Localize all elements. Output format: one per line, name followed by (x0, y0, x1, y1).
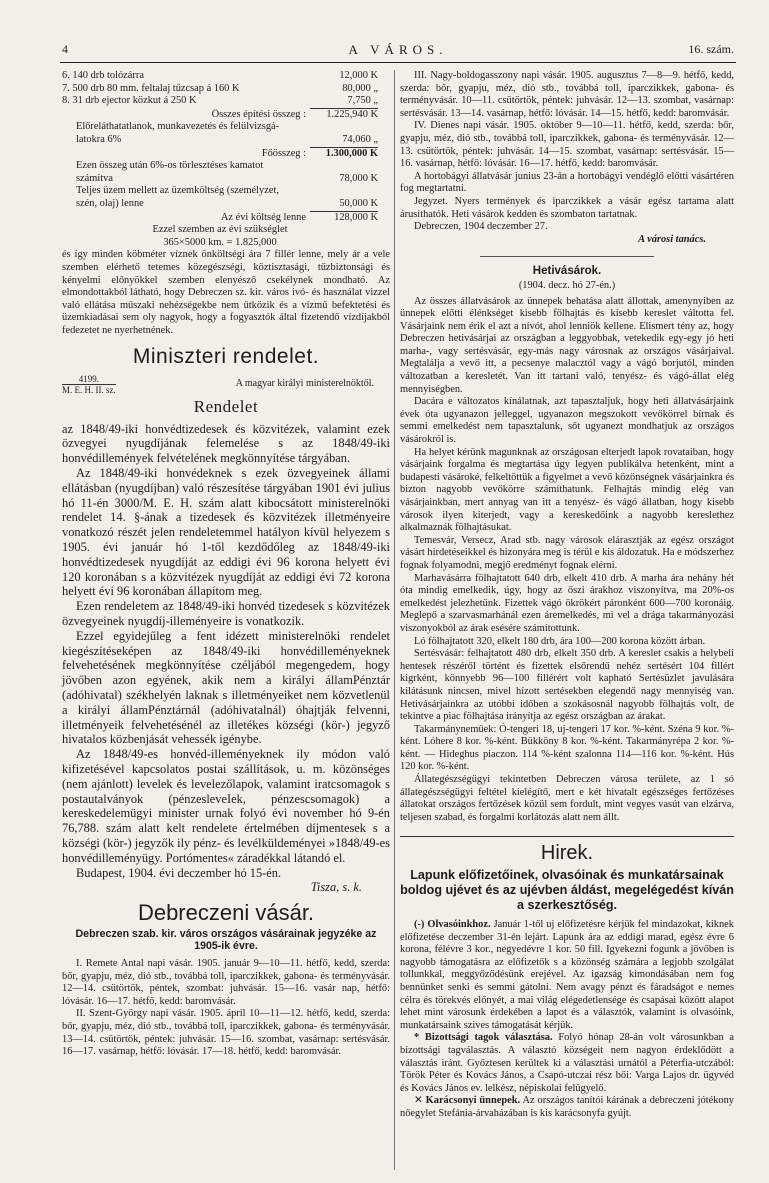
fair-item: III. Nagy-boldogasszony napi vásár. 1905. augusztus 7—8—9. hétfő, kedd, szerda: bőr, gyapju, méz, dió stb., továbbá toll, iparczikkek, gabona- és terményvásár. 10—11. csütörtök, péntek: juhvásár. 12—13. szombat, vasárnap: sertésvásár. 13—14. vasárnap, hétfő: lóvásár. 14—15. hétfő, kedd: baromvásár. (400, 70, 734, 119)
decree-intro: az 1848/49-iki honvédtizedesek és közvitézek, valamint ezek özvegyei nyugdíjának felemelése s az 1848/49-iki honvédillemények felvételének megkönnyítése tárgyában. (62, 421, 390, 466)
ledger-row: 8. 31 drb ejector közkut á 250 K 7,750 „ (62, 95, 378, 109)
ledger-paragraph: és így minden köbméter víznek önköltségi ára 7 fillér lenne, mely ár a vele szemben elérhető tetemes közegészségi, köztisztasági, tűzbiztonsági és kényelmi előnyökkel szemben elenyésző csekélynek mondható. Az elmondottakból látható, hogy Debreczen sz. kir. város ivó- és használat vizzel való ellátása műszaki nehézségekbe nem ütközik és a vízmű befektetési és üzemkiadásai sem oly nagyok, hogy a fogyasztók által fizetendő vízdíjakból fedezetet ne nyerhetnének. (62, 249, 390, 336)
ledger-label-line: Előreláthatatlanok, munkavezetés és felülvizsgá- (76, 121, 280, 133)
decree-section-title: Miniszteri rendelet. (132, 345, 320, 369)
fair-subtitle: Debreczen szab. kir. város országos vásárainak jegyzéke az 1905-ik évre. (75, 927, 377, 953)
decree-reference: 4199. M. E. H. II. sz. (62, 374, 116, 396)
weekly-paragraph: Dacára e változatos kínálatnak, azt tapasztaljuk, hogy heti állatvásárjaink évek óta ugyanazon jelleggel, ugyanazon megszokott vevőkörrel bírnak és semmi emelkedést nem tapasztalunk, sőt ugyanezt mondhatjuk az országos vásárokról is. (400, 396, 734, 446)
news-item: ✕ Karácsonyi ünnepek. Az országos tanítói kárának a debreczeni jótékony nőegylet Stefánia-árvaházában is kis karácsonyfa gyújt. (400, 1095, 734, 1119)
weekly-title: Hetivásárok. (532, 265, 602, 278)
need-line: Ezzel szemben az évi szükséglet (152, 224, 288, 236)
ledger-row: latokra 6% 74,060 „ (76, 134, 378, 148)
cross-icon: ✕ (414, 1095, 423, 1107)
ledger-row: 7. 500 drb 80 mm. feltalaj tűzcsap á 160 K 80,000 „ (62, 82, 378, 94)
fair-hortobagy: A hortobágyi állatvásár junius 23-án a hortobágyi vendéglő előtti vásártéren fog megtartatni. (400, 170, 734, 195)
decree-header (62, 374, 390, 395)
weekly-paragraph: Sertésvásár: felhajtatott 480 drb, elkelt 350 drb. A kereslet csakis a helybeli hentesek részéről történt és fizettek elsőrendű nehéz sertésért 104 fillért kigrként, könnyebb 96—100 fillérért volt kapható Sertésüzlet javulására kilátásunk nincsen, mivel hízott sertésekben elegendő nagy mennyiség van. Hetivásárjainkra az utóbbi időben a szokásosnál nagyobb fölhajtás volt, de tekintve a piac fölhajtása irányítja az egész országban az árakat. (400, 648, 734, 723)
fair-note: Jegyzet. Nyers termények és iparczikkek a vásár egész tartama alatt árusíthatók. Heti vásárok kedden és szombaton tartatnak. (400, 195, 734, 220)
fair-item: II. Szent-György napi vásár. 1905. ápril 10—11—12. hétfő, kedd, szerda: bőr, gyapju, méz, dió stb., továbbá toll, iparczikkek, gabona- és terményvásár. 13—14. csütörtök, péntek: juhvásár. 15—16. szombat, vasárnap: sertésvásár. 16—17. vasárnap, hétfő: lóvásár. 17—18. hétfő, kedd: baromvásár. (62, 1008, 390, 1058)
decree-body (62, 422, 390, 896)
weekly-paragraph: Állategészségügyi tekintetben Debreczen városa területe, az 1 só állategészségügyi feltétel kielégítő, mert e két hivatalt egészséges fertőzéses állatokat országos fertőzések közül sem fordult, mint vegyes vasút van elzárva, teljesen szabad, és forgalmi korlátozás alatt nem állt. (400, 774, 734, 823)
weekly-paragraph: Ha helyet kérünk magunknak az országosan elterjedt lapok rovataiban, hogy vásárjaink forgalma és megtartása úgy legyen publikálva hetenként, mint a budapesti vásároké, felkeltöttük a figyelmet a vevő közönségnek vásárjainkra és bizton nagyobb vevőkörre számíthatunk. Felhajtás mindig elég van vásárjainkban, mert annyag van itt a tenyész- és vágó állatban, hogy kisebb városok ilyen kiterjedt, vagy a kereskedőink a nagyobb kereslethez alkalmaznák fölhajtásukat. (400, 446, 734, 534)
decree-title: Rendelet (193, 397, 259, 417)
ledger-row: 6. 140 drb tolózárra 12,000 K (62, 70, 378, 81)
decree-paragraph: Ezen rendeletem az 1848/49-iki honvéd tizedesek s közvitézek özvegyeinek nyugdíj-illeményeire is vonatkozik. (62, 599, 390, 629)
decree-signature: Tisza, s. k. (310, 880, 362, 895)
fair-section-title: Debreczeni vásár. (137, 900, 315, 926)
newspaper-title: A VÁROS. (348, 42, 448, 57)
left-column (62, 70, 390, 1059)
ledger-main-total-row: Főösszeg : 1.300,000 K (261, 147, 378, 159)
news-section (400, 836, 734, 1120)
section-separator (480, 256, 654, 257)
news-title: Hirek. (540, 842, 594, 865)
issue-number: 16. szám. (688, 42, 734, 56)
decree-date: Budapest, 1904. évi deczember hó 15-én. (76, 865, 282, 880)
header-rule (60, 62, 736, 63)
news-item: * Bizottsági tagok választása. Folyó hónap 28-án volt városunkban a bizottsági tagválasztás. A választó községeit nem nagyon érdeklődött a választás iránt. Győztesen kerültek ki a választási urnától a Péterfia-utczából: Török Péter és Kovács János, a Csapó-utczai rész bői: Varga Lajos dr. ügyvéd és Kovács János ev. lelkész, népiskolai felügyelő. (400, 1032, 734, 1094)
column-divider (394, 70, 395, 1170)
ledger-annual-row: Az évi költség lenne 128,000 K (220, 211, 378, 223)
weekly-paragraph: Marhavásárra fölhajtatott 640 drb, elkelt 410 drb. A marha ára nehány hét óta mindig emelkedik, úgy, hogy az őszi árakhoz viszonyítva, ma 20%-os emelkedést jelezhetünk. Fizettek vágó ökrökért páronként 600—700 koronáig. Meglepő a szarvasmarhánál ezen áremelkedés, mi vel a drága takarmányozási viszonyokból az árak esésére számítottunk. (400, 572, 734, 634)
decree-issuer: A magyar királyi ministerelnöktől. (235, 378, 374, 390)
weekly-paragraph: Takarmánynemüek: Ó-tengeri 18, uj-tengeri 17 kor. %-ként. Széna 9 kor. %-ként. Lóhere 8 kor. %-ként. Bükköny 8 kor. %-ként. Takarmányrépa 2 kor. %-ként. — Hideghus piaczon. 114 %-ként szalonna 114—116 kor. %-ként. Hús 120 kor. %-ként. (400, 723, 734, 773)
ledger-label-line: Teljes üzem mellett az üzemköltség (személyzet, (76, 185, 279, 197)
weekly-paragraph: Ló fölhajtatott 320, elkelt 180 drb, ára 100—200 korona között árban. (414, 635, 706, 647)
page-header (62, 42, 734, 60)
fair-item: IV. Dienes napi vásár. 1905. október 9—10—11. hétfő, kedd, szerda: bőr, gyapju, méz, dió stb., továbbá toll, iparczikkek, gabona- és terményvásár. 12—13. csütörtök, péntek: juhvásár. 14—15. szombat, vasárnap: sertésvásár. 15—16. vasárnap, hétfő: lóvásár. 16—17. hétfő, kedd: baromvásár. (400, 120, 734, 170)
news-lead: Lapunk előfizetőinek, olvasóinak és munkatársainak boldog ujévet és az ujévben áldást, megelégedést kíván a szerkesztőség. (400, 868, 734, 913)
decree-paragraph: Az 1848/49-es honvéd-illeményeknek ily módon való kifizetésével kapcsolatos postai szállítások, u. m. közönséges (nem ajánlott) levelek és levelezőlapok, valamint iratcsomagok s postautalványok (pénzesleveIek, pénzescsomagok) a kereskedelemügyi minister urnak folyó évi november hó 9-én 76,788. szám alatt kelt rendelete értelmében díjmentesek s a községi (kör-) jegyzők ily pénz- és levélküldeményei »1848/49-es honvédilleményügy. Portómentes« záradékkal látandó el. (62, 747, 390, 865)
page-number: 4 (62, 42, 68, 56)
need-formula: 365×5000 km. = 1.825,000 (163, 236, 277, 248)
weekly-date: (1904. decz. hó 27-én.) (518, 279, 616, 291)
decree-paragraph: Ezzel egyidejűleg a fent idézett ministerelnöki rendelet kiegészítéseképen az 1848/49-iki honvédilleményeknek felvehetésének megkönnyítése czéljából megengedem, hogy jövőben azon egyének, akik nem a királyi államPénztár (adóhivatal) székhelyén laknak s illetményeiket nem közvetlenül a királyi államPénztárnál (adóhivatalnál) óhajtják felvenni, illetményeik felvehetésénél az illetékes községi (kör-) jegyző hivatalos közbenjását vehessék igénybe. (62, 628, 390, 747)
weekly-paragraph: Az összes állatvásárok az ünnepek behatása alatt állottak, amenynyiben az ünnepek előtti élénkséget kisebb fölhajtás és kisebb kereslet váltotta fel. Vásárjaink nem érik el azt a nívót, ahol lenniök kellene. Elismert tény az, hogy Debreczen hetivásárjai az országban a leggyobbak, vetekedik egy-egy jó heti marha-, vagy sertésvásár, egy-más nagy városnak az országos vásárjaival. Megtalálja a vevő itt, a pecsenye malacztól vagy a vágó borjutól, minden változatban a keresletét. Van itt tartani való, tenyész- és vágó-állat elég mennyiségben. (400, 295, 734, 395)
ledger-label-line: Ezen összeg után 6%-os törlesztéses kamatot (76, 160, 264, 172)
fair-item: I. Remete Antal napi vásár. 1905. január 9—10—11. hétfő, kedd, szerda: bőr, gyapju, méz, dió stb., továbbá toll, iparczikkek, gabona- és terményvásár. 12—14. csütörtök, péntek, szombat: juhvásár. 15—16. vasár nap, hétfő: lóvásár. 16—17. hétfő, kedd: baromvásár. (62, 957, 390, 1007)
weekly-paragraph: Temesvár, Versecz, Arad stb. nagy városok elárasztják az egész országot vásárt hirdetéseikkel és hizonyára meg is térül e kis áldozatuk. Ha e módszerhez fognak folyamodni, megjő eredményt fognak elérni. (400, 534, 734, 571)
ledger-total-row: Összes építési összeg : 1.225,940 K (211, 108, 378, 120)
news-item: (-) Olvasóinkhoz. Január 1-től uj előfizetésre kérjük fel mindazokat, kiknek előfizetése deczember 31-én lejárt. Lapunk ára az eddigi marad, egész évre 6 korona, félévre 3 kor., negyedévre 1 kor. 50 fill. Igyekezni fogunk a jövőben is nagyobb támogatásra az előfizetők s a közönség számára a legjobb szolgálat tollunkkal, meggyőződésünk erejével. Az igazság kimondásában nem fog bennünket senki és semmi gátolni. Nem avagy pénzt és fáradságot e nemes célra és törekvés előnyét, a mai világ elégedetlensége és csapásai között alapot lehet mint városunk érdekében a lapot és a választók, valamint is olvasóink, munkatársaink szives támogatását kérjük. (400, 919, 734, 1031)
ledger-row: számítva 78,000 K (76, 172, 378, 184)
ledger-row: szén, olaj) lenne 50,000 K (76, 198, 378, 212)
fair-date: Debreczen, 1904 deczember 27. (414, 221, 548, 233)
right-column (400, 70, 734, 1121)
decree-paragraph: Az 1848/49-iki honvédeknek s ezek özvegyeinek állami ellátásban (nyugdíjban) való részesítése tárgyában 1901 évi julius hó 11-én 3000/M. E. H. szám alatt kibocsátott ministerelnöki rendelet 14. §-ának a tizedesek és közvitézek illetményeire vonatkozó részét jelen rendeletemmel hatályon kívül helyezem s 1905. évi január hó 1-től kezdődőleg az 1848/49-iki honvédtizedesek nyugdíját az eddigi évi 96 korona helyett évi 120 koronában s a közvitézek nyugdíját az eddigi évi 72 korona helyett évi 96 koronában állapítom meg. (62, 466, 390, 599)
cost-ledger (62, 70, 378, 249)
fair-signature: A városi tanács. (638, 233, 706, 245)
